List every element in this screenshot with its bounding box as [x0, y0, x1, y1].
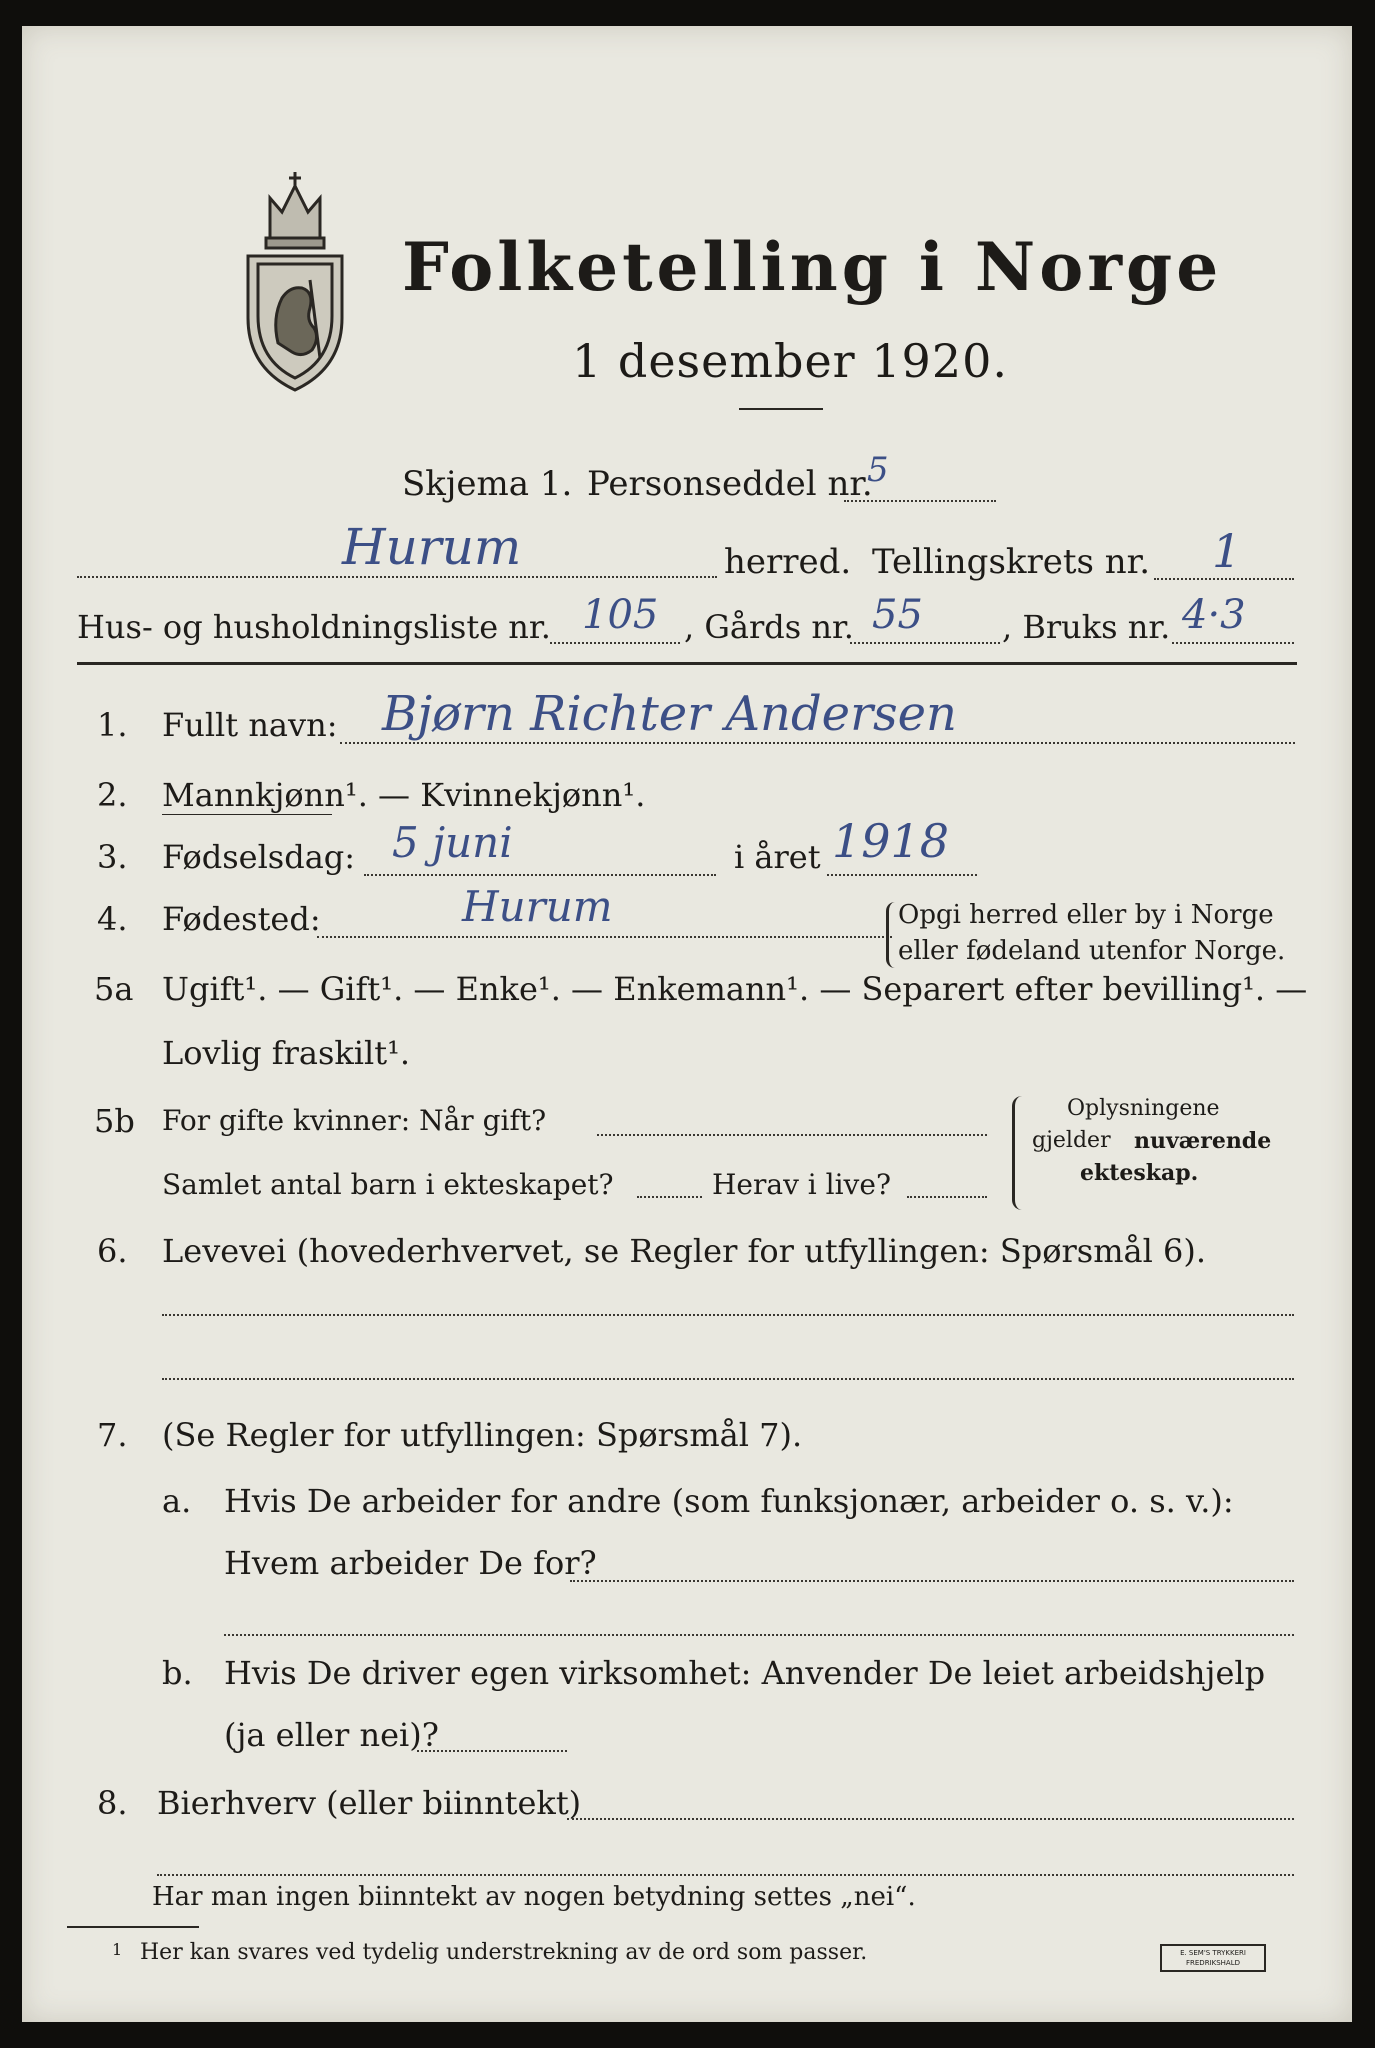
q8-number: 8.: [97, 1784, 128, 1822]
q5a-number: 5a: [94, 970, 134, 1008]
q6-line-2: [162, 1378, 1294, 1380]
herred-label: herred.: [724, 542, 852, 582]
q5b-note-line2b: nuværende: [1134, 1128, 1272, 1154]
q5b-children-label: Samlet antal barn i ekteskapet?: [162, 1168, 614, 1201]
q5b-alive-line: [907, 1196, 987, 1198]
census-date: 1 desember 1920.: [572, 334, 1008, 388]
q5b-note-line2: gjelder: [1032, 1128, 1111, 1153]
year-label: i året: [734, 838, 821, 876]
birthplace-value[interactable]: Hurum: [462, 882, 613, 931]
q4-line: [317, 936, 892, 938]
q6-number: 6.: [97, 1232, 128, 1270]
q7b-line1: Hvis De driver egen virksomhet: Anvender De leiet arbeidshjelp: [224, 1654, 1266, 1692]
q5b-married-label: For gifte kvinner: Når gift?: [162, 1104, 547, 1137]
header-rule: [77, 662, 1297, 665]
gards-value[interactable]: 55: [872, 592, 923, 638]
q4-number: 4.: [97, 900, 128, 938]
birthday-value[interactable]: 5 juni: [392, 818, 513, 867]
footnote-mark: 1: [112, 1940, 123, 1959]
husholdning-line: [550, 642, 680, 644]
q7a-line1: Hvis De arbeider for andre (som funksjonær, arbeider o. s. v.):: [224, 1482, 1234, 1520]
q7b-line2: (ja eller nei)?: [224, 1716, 439, 1754]
q4-note-line2: eller fødeland utenfor Norge.: [898, 936, 1286, 966]
gender-options: Mannkjønn¹. — Kvinnekjønn¹.: [162, 776, 646, 814]
bruks-value[interactable]: 4·3: [1182, 592, 1246, 638]
marital-status-options: Ugift¹. — Gift¹. — Enke¹. — Enkemann¹. — Separert efter bevilling¹. —: [162, 970, 1308, 1008]
birth-year-value[interactable]: 1918: [832, 814, 950, 868]
q7-number: 7.: [97, 1416, 128, 1454]
q8-line: [567, 1818, 1294, 1820]
q5b-number: 5b: [94, 1102, 135, 1140]
q7b-letter: b.: [162, 1654, 193, 1692]
q5b-alive-label: Herav i live?: [712, 1168, 891, 1201]
tellingskrets-value[interactable]: 1: [1212, 524, 1242, 578]
q1-line: [340, 742, 1295, 744]
mannkjonn-underline: [162, 814, 332, 815]
herred-line: [77, 576, 717, 578]
printer-stamp: E. SEM'S TRYKKERI FREDRIKSHALD: [1160, 1944, 1266, 1972]
biinntekt-note: Har man ingen biinntekt av nogen betydning settes „nei“.: [152, 1882, 916, 1912]
q6-label: Levevei (hovederhvervet, se Regler for utfyllingen: Spørsmål 6).: [162, 1232, 1207, 1270]
q7a-line-2: [224, 1634, 1294, 1636]
q3-line: [364, 874, 716, 876]
q5b-married-line: [597, 1134, 987, 1136]
q3-number: 3.: [97, 838, 128, 876]
form-title: Folketelling i Norge: [402, 228, 1223, 306]
herred-value[interactable]: Hurum: [342, 518, 522, 576]
q2-number: 2.: [97, 776, 128, 814]
husholdning-label: Hus- og husholdningsliste nr.: [77, 608, 551, 646]
bruks-label: , Bruks nr.: [1002, 608, 1171, 646]
skjema-label: Skjema 1.: [402, 464, 573, 504]
q1-number: 1.: [97, 706, 128, 744]
q6-line-1: [162, 1314, 1294, 1316]
census-form: [22, 26, 1352, 2022]
marital-status-divorced: Lovlig fraskilt¹.: [162, 1034, 411, 1072]
q7a-line: [570, 1580, 1294, 1582]
personseddel-line: [844, 500, 996, 502]
q5b-note-line1: Oplysningene: [1067, 1096, 1220, 1121]
husholdning-value[interactable]: 105: [582, 592, 659, 638]
title-divider: [739, 408, 823, 410]
bruks-line: [1172, 642, 1294, 644]
tellingskrets-line: [1154, 578, 1294, 580]
q8-line-2: [157, 1874, 1294, 1876]
q4-label: Fødested:: [162, 900, 321, 938]
q5b-children-line: [637, 1196, 702, 1198]
q3-label: Fødselsdag:: [162, 838, 356, 876]
q7b-line: [417, 1750, 567, 1752]
personseddel-value[interactable]: 5: [867, 450, 889, 490]
gards-line: [850, 642, 1000, 644]
q7-label: (Se Regler for utfyllingen: Spørsmål 7).: [162, 1416, 803, 1454]
full-name-value[interactable]: Bjørn Richter Andersen: [382, 686, 957, 742]
year-line: [827, 874, 977, 876]
q7a-line2: Hvem arbeider De for?: [224, 1544, 597, 1582]
q7a-letter: a.: [162, 1482, 192, 1520]
q4-note-line1: Opgi herred eller by i Norge: [898, 900, 1274, 930]
tellingskrets-label: Tellingskrets nr.: [872, 542, 1151, 582]
q1-label: Fullt navn:: [162, 706, 338, 744]
q8-label: Bierhverv (eller biinntekt): [157, 1784, 582, 1822]
coat-of-arms-icon: [240, 168, 350, 398]
gards-label: , Gårds nr.: [684, 608, 854, 646]
q5b-brace: [1012, 1096, 1023, 1210]
footnote-rule: [67, 1926, 199, 1928]
q5b-note-line3: ekteskap.: [1080, 1160, 1199, 1186]
personseddel-label: Personseddel nr.: [587, 464, 873, 504]
q4-brace: [886, 902, 895, 968]
footnote-text: Her kan svares ved tydelig understrekning av de ord som passer.: [140, 1940, 868, 1965]
